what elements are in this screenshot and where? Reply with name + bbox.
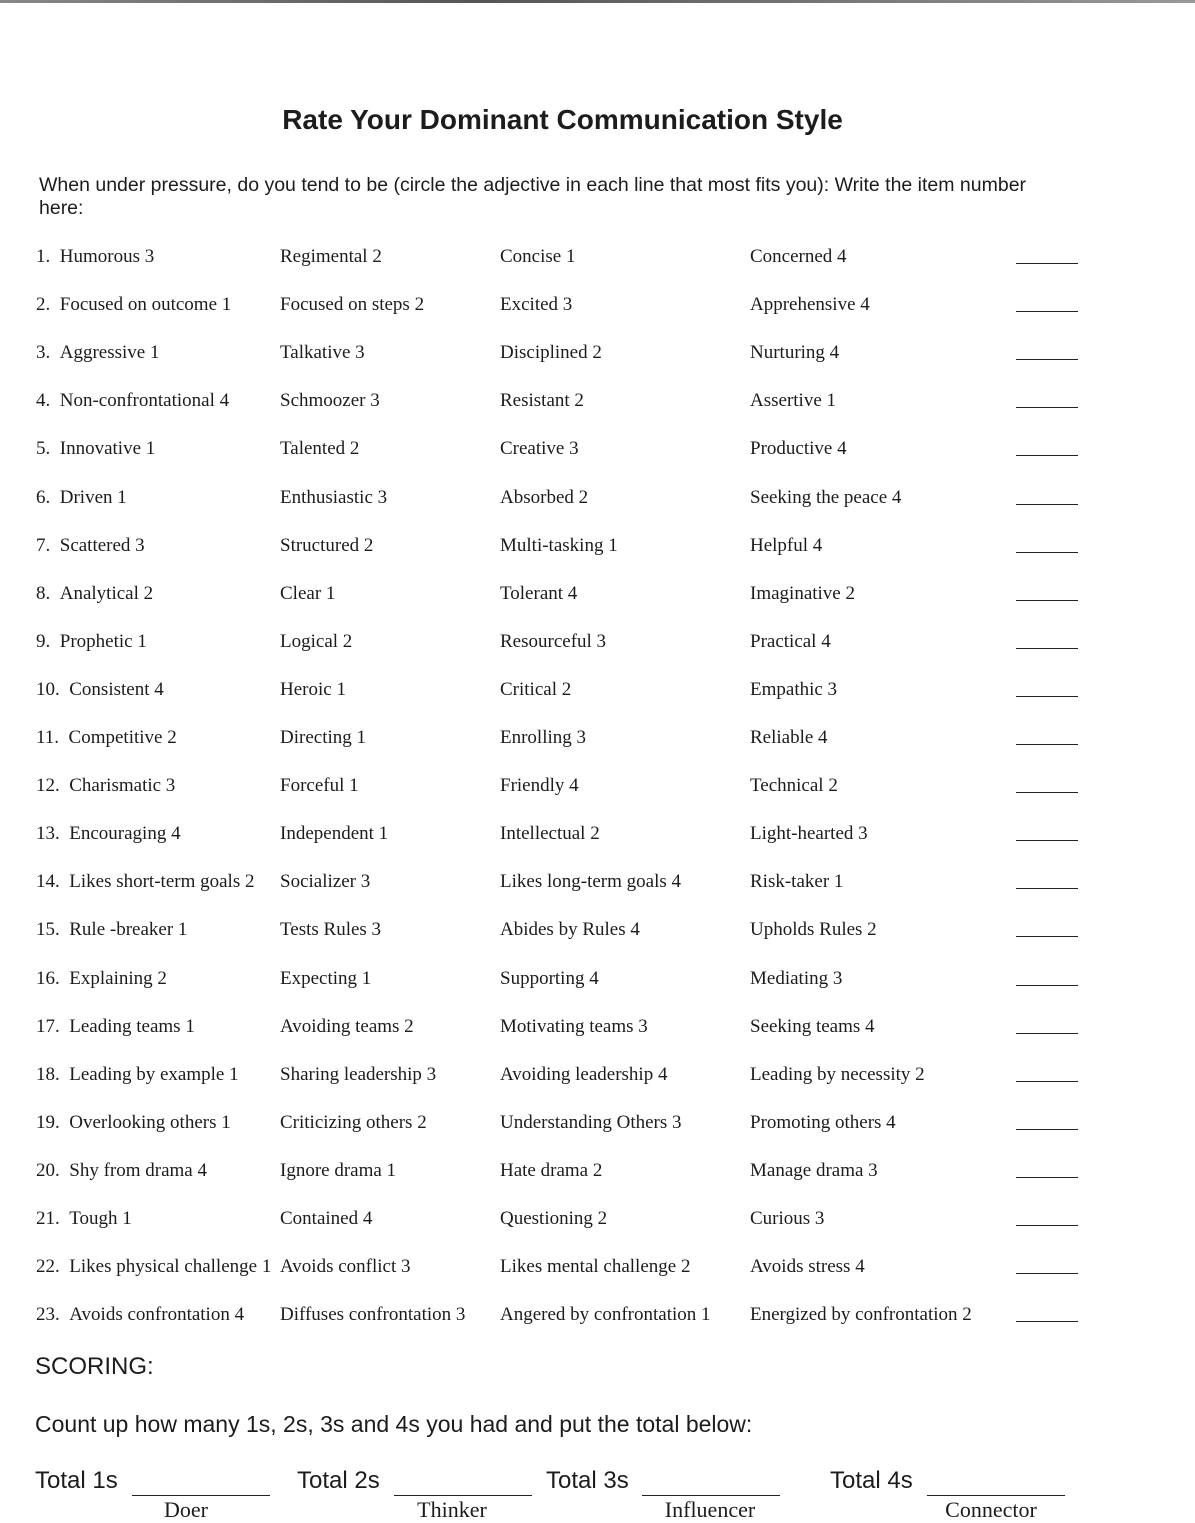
option-a[interactable] xyxy=(36,1016,195,1038)
total-2s-label: Total 2s xyxy=(297,1467,380,1494)
option-c[interactable]: Likes long-term goals 4 xyxy=(500,871,681,892)
option-d[interactable]: Risk-taker 1 xyxy=(750,871,844,892)
option-a[interactable] xyxy=(36,294,231,316)
option-d[interactable]: Practical 4 xyxy=(750,631,831,652)
option-a-label: Leading teams 1 xyxy=(69,1016,195,1037)
item-number: 21. xyxy=(36,1208,60,1229)
option-a[interactable] xyxy=(36,583,153,605)
option-b[interactable]: Enthusiastic 3 xyxy=(280,487,388,508)
option-a-label: Charismatic 3 xyxy=(69,775,176,796)
option-a-label: Shy from drama 4 xyxy=(69,1160,207,1181)
total-2s-field[interactable] xyxy=(297,1467,537,1522)
total-2s-style-name: Thinker xyxy=(417,1497,487,1522)
option-a[interactable] xyxy=(36,631,147,653)
option-a[interactable] xyxy=(36,390,229,412)
option-a-label: Innovative 1 xyxy=(59,438,156,459)
option-a[interactable] xyxy=(36,919,187,941)
item-number: 18. xyxy=(36,1064,60,1085)
option-a-label: Overlooking others 1 xyxy=(69,1112,231,1133)
item-row xyxy=(0,294,1195,324)
option-a[interactable] xyxy=(36,679,164,701)
item-row xyxy=(0,1304,1195,1334)
item-number: 23. xyxy=(36,1304,60,1325)
option-b[interactable]: Expecting 1 xyxy=(280,968,372,989)
item-row xyxy=(0,487,1195,517)
total-3s-style-name: Influencer xyxy=(664,1497,756,1522)
option-a-label: Likes short-term goals 2 xyxy=(69,871,255,892)
option-a-label: Encouraging 4 xyxy=(69,823,181,844)
answer-blank[interactable] xyxy=(1016,985,1078,986)
option-c[interactable]: Likes mental challenge 2 xyxy=(500,1256,691,1277)
option-c[interactable]: Hate drama 2 xyxy=(500,1160,603,1181)
answer-blank[interactable] xyxy=(1016,696,1078,697)
option-d[interactable]: Nurturing 4 xyxy=(750,342,840,363)
scoring-instruction: Count up how many 1s, 2s, 3s and 4s you had and put the total below: xyxy=(35,1411,753,1437)
option-a-label: Competitive 2 xyxy=(68,727,177,748)
option-d[interactable]: Avoids stress 4 xyxy=(750,1256,865,1277)
item-row xyxy=(0,583,1195,613)
option-c[interactable]: Disciplined 2 xyxy=(500,342,602,363)
total-4s-blank[interactable] xyxy=(927,1495,1065,1496)
answer-blank[interactable] xyxy=(1016,888,1078,889)
option-b[interactable]: Contained 4 xyxy=(280,1208,373,1229)
item-row xyxy=(0,1208,1195,1238)
item-number: 10. xyxy=(36,679,60,700)
option-d[interactable]: Technical 2 xyxy=(750,775,838,796)
option-a[interactable] xyxy=(36,1160,207,1182)
option-a[interactable] xyxy=(36,823,181,845)
item-row xyxy=(0,679,1195,709)
option-b[interactable]: Logical 2 xyxy=(280,631,353,652)
option-b[interactable]: Heroic 1 xyxy=(280,679,346,700)
answer-blank[interactable] xyxy=(1016,840,1078,841)
option-d[interactable]: Empathic 3 xyxy=(750,679,838,700)
option-b[interactable]: Regimental 2 xyxy=(280,246,382,267)
item-number: 5. xyxy=(36,438,51,459)
option-d[interactable]: Manage drama 3 xyxy=(750,1160,878,1181)
option-a-label: Non-confrontational 4 xyxy=(59,390,230,411)
item-number: 2. xyxy=(36,294,51,315)
option-d[interactable]: Light-hearted 3 xyxy=(750,823,868,844)
answer-blank[interactable] xyxy=(1016,1033,1078,1034)
item-number: 11. xyxy=(36,727,60,748)
item-number: 6. xyxy=(36,487,51,508)
answer-blank[interactable] xyxy=(1016,1225,1078,1226)
item-number: 4. xyxy=(36,390,51,411)
answer-blank[interactable] xyxy=(1016,359,1078,360)
option-a[interactable] xyxy=(36,342,159,364)
option-a[interactable] xyxy=(36,727,177,749)
answer-blank[interactable] xyxy=(1016,936,1078,937)
option-a-label: Focused on outcome 1 xyxy=(59,294,232,315)
option-c[interactable]: Enrolling 3 xyxy=(500,727,587,748)
total-1s-field[interactable] xyxy=(35,1467,275,1522)
option-d[interactable]: Upholds Rules 2 xyxy=(750,919,877,940)
total-4s-style-name: Connector xyxy=(945,1497,1037,1522)
option-b[interactable]: Schmoozer 3 xyxy=(280,390,380,411)
option-a-label: Explaining 2 xyxy=(69,968,167,989)
option-b[interactable]: Tests Rules 3 xyxy=(280,919,382,940)
item-number: 20. xyxy=(36,1160,60,1181)
option-a[interactable] xyxy=(36,487,127,509)
total-4s-label: Total 4s xyxy=(830,1467,913,1494)
item-row xyxy=(0,535,1195,565)
total-3s-field[interactable] xyxy=(546,1467,786,1522)
option-a[interactable] xyxy=(36,246,154,268)
option-d[interactable]: Reliable 4 xyxy=(750,727,828,748)
option-a-label: Likes physical challenge 1 xyxy=(69,1256,272,1277)
total-1s-label: Total 1s xyxy=(35,1467,118,1494)
item-row xyxy=(0,1160,1195,1190)
option-a[interactable] xyxy=(36,968,167,990)
answer-blank[interactable] xyxy=(1016,311,1078,312)
option-d[interactable]: Seeking the peace 4 xyxy=(750,487,902,508)
option-a-label: Consistent 4 xyxy=(69,679,164,700)
option-d[interactable]: Helpful 4 xyxy=(750,535,823,556)
option-d[interactable]: Concerned 4 xyxy=(750,246,847,267)
option-d[interactable]: Apprehensive 4 xyxy=(750,294,870,315)
option-a[interactable] xyxy=(36,438,155,460)
option-a-label: Humorous 3 xyxy=(59,246,155,267)
option-b[interactable]: Structured 2 xyxy=(280,535,374,556)
option-c[interactable]: Excited 3 xyxy=(500,294,573,315)
page-title: Rate Your Dominant Communication Style xyxy=(282,104,843,135)
option-b[interactable]: Criticizing others 2 xyxy=(280,1112,427,1133)
option-b[interactable]: Talkative 3 xyxy=(280,342,365,363)
option-c[interactable]: Supporting 4 xyxy=(500,968,599,989)
option-c[interactable]: Questioning 2 xyxy=(500,1208,608,1229)
option-b[interactable]: Sharing leadership 3 xyxy=(280,1064,437,1085)
option-a-label: Aggressive 1 xyxy=(59,342,160,363)
option-b[interactable]: Talented 2 xyxy=(280,438,360,459)
answer-blank[interactable] xyxy=(1016,792,1078,793)
option-a[interactable] xyxy=(36,1304,244,1326)
item-row xyxy=(0,1016,1195,1046)
item-number: 19. xyxy=(36,1112,60,1133)
option-d[interactable]: Assertive 1 xyxy=(750,390,837,411)
option-a-label: Rule -breaker 1 xyxy=(69,919,188,940)
item-number: 3. xyxy=(36,342,51,363)
item-number: 22. xyxy=(36,1256,60,1277)
total-2s-blank[interactable] xyxy=(394,1495,532,1496)
option-a[interactable] xyxy=(36,1256,271,1278)
item-row xyxy=(0,968,1195,998)
option-a-label: Scattered 3 xyxy=(59,535,145,556)
item-row xyxy=(0,631,1195,661)
total-1s-blank[interactable] xyxy=(132,1495,270,1496)
item-row xyxy=(0,390,1195,420)
item-number: 1. xyxy=(36,246,51,267)
total-1s-style-name: Doer xyxy=(164,1497,208,1522)
option-b[interactable]: Focused on steps 2 xyxy=(280,294,425,315)
answer-blank[interactable] xyxy=(1016,600,1078,601)
option-a[interactable] xyxy=(36,871,254,893)
answer-blank[interactable] xyxy=(1016,744,1078,745)
option-c[interactable]: Tolerant 4 xyxy=(500,583,578,604)
option-c[interactable]: Concise 1 xyxy=(500,246,576,267)
item-row xyxy=(0,919,1195,949)
option-c[interactable]: Resourceful 3 xyxy=(500,631,607,652)
option-d[interactable]: Seeking teams 4 xyxy=(750,1016,875,1037)
option-b[interactable]: Socializer 3 xyxy=(280,871,371,892)
item-row xyxy=(0,727,1195,757)
item-number: 12. xyxy=(36,775,60,796)
option-b[interactable]: Avoids conflict 3 xyxy=(280,1256,411,1277)
option-d[interactable]: Imaginative 2 xyxy=(750,583,855,604)
option-a-label: Analytical 2 xyxy=(59,583,154,604)
answer-blank[interactable] xyxy=(1016,455,1078,456)
option-c[interactable]: Angered by confrontation 1 xyxy=(500,1304,711,1325)
total-3s-blank[interactable] xyxy=(642,1495,780,1496)
scoring-heading: SCORING: xyxy=(35,1353,154,1380)
option-a[interactable] xyxy=(36,1208,132,1230)
answer-blank[interactable] xyxy=(1016,1081,1078,1082)
option-c[interactable]: Motivating teams 3 xyxy=(500,1016,648,1037)
option-d[interactable]: Productive 4 xyxy=(750,438,847,459)
option-a[interactable] xyxy=(36,1112,231,1134)
answer-blank[interactable] xyxy=(1016,552,1078,553)
option-a-label: Avoids confrontation 4 xyxy=(69,1304,245,1325)
option-d[interactable]: Leading by necessity 2 xyxy=(750,1064,925,1085)
item-row xyxy=(0,438,1195,468)
option-b[interactable]: Ignore drama 1 xyxy=(280,1160,397,1181)
answer-blank[interactable] xyxy=(1016,648,1078,649)
answer-blank[interactable] xyxy=(1016,1273,1078,1274)
item-row xyxy=(0,246,1195,276)
item-number: 16. xyxy=(36,968,60,989)
option-a[interactable] xyxy=(36,775,175,797)
option-a[interactable] xyxy=(36,535,145,557)
option-a-label: Prophetic 1 xyxy=(59,631,147,652)
item-row xyxy=(0,823,1195,853)
item-number: 7. xyxy=(36,535,51,556)
total-4s-field[interactable] xyxy=(830,1467,1075,1522)
option-c[interactable]: Avoiding leadership 4 xyxy=(500,1064,668,1085)
option-c[interactable]: Creative 3 xyxy=(500,438,579,459)
item-row xyxy=(0,1256,1195,1286)
answer-blank[interactable] xyxy=(1016,407,1078,408)
answer-blank[interactable] xyxy=(1016,263,1078,264)
answer-blank[interactable] xyxy=(1016,1321,1078,1322)
option-c[interactable]: Multi-tasking 1 xyxy=(500,535,618,556)
item-row xyxy=(0,342,1195,372)
item-number: 8. xyxy=(36,583,51,604)
option-a[interactable] xyxy=(36,1064,239,1086)
option-c[interactable]: Friendly 4 xyxy=(500,775,579,796)
option-c[interactable]: Understanding Others 3 xyxy=(500,1112,682,1133)
option-d[interactable]: Curious 3 xyxy=(750,1208,825,1229)
item-row xyxy=(0,1112,1195,1142)
item-number: 14. xyxy=(36,871,60,892)
option-a-label: Tough 1 xyxy=(69,1208,132,1229)
option-a-label: Driven 1 xyxy=(59,487,127,508)
total-3s-label: Total 3s xyxy=(546,1467,629,1494)
option-d[interactable]: Mediating 3 xyxy=(750,968,843,989)
item-number: 13. xyxy=(36,823,60,844)
option-c[interactable]: Critical 2 xyxy=(500,679,572,700)
option-b[interactable]: Directing 1 xyxy=(280,727,367,748)
option-b[interactable]: Avoiding teams 2 xyxy=(280,1016,414,1037)
option-c[interactable]: Intellectual 2 xyxy=(500,823,600,844)
item-number: 9. xyxy=(36,631,51,652)
option-b[interactable]: Clear 1 xyxy=(280,583,336,604)
item-row xyxy=(0,775,1195,805)
answer-blank[interactable] xyxy=(1016,1177,1078,1178)
item-number: 17. xyxy=(36,1016,60,1037)
option-b[interactable]: Forceful 1 xyxy=(280,775,359,796)
option-a-label: Leading by example 1 xyxy=(69,1064,239,1085)
option-b[interactable]: Independent 1 xyxy=(280,823,389,844)
option-c[interactable]: Abides by Rules 4 xyxy=(500,919,640,940)
option-b[interactable]: Diffuses confrontation 3 xyxy=(280,1304,466,1325)
item-number: 15. xyxy=(36,919,60,940)
option-c[interactable]: Resistant 2 xyxy=(500,390,584,411)
item-row xyxy=(0,871,1195,901)
item-row xyxy=(0,1064,1195,1094)
option-d[interactable]: Promoting others 4 xyxy=(750,1112,896,1133)
option-d[interactable]: Energized by confrontation 2 xyxy=(750,1304,972,1325)
answer-blank[interactable] xyxy=(1016,1129,1078,1130)
instructions-text: When under pressure, do you tend to be (circle the adjective in each line that most fits you): Write the item number here: xyxy=(39,174,1027,219)
answer-blank[interactable] xyxy=(1016,504,1078,505)
option-c[interactable]: Absorbed 2 xyxy=(500,487,589,508)
